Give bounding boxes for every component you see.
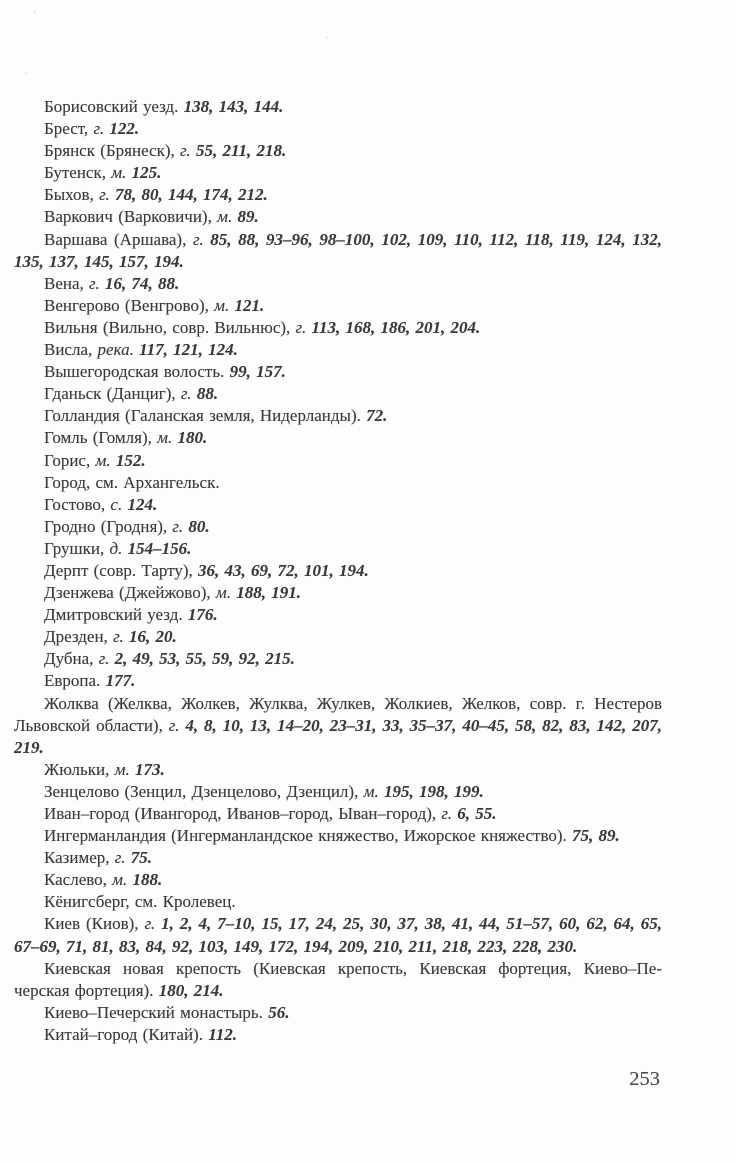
entry-segment-bi: 124. bbox=[127, 494, 158, 514]
entry-segment-r: Варшава (Аршава), bbox=[44, 229, 193, 249]
entry-segment-i: м. bbox=[215, 583, 237, 603]
entry-segment-i: г. bbox=[113, 627, 129, 647]
entry-segment-i: г. bbox=[180, 384, 197, 404]
index-entry bbox=[14, 869, 662, 891]
entry-segment-r: Киево–Печерский монастырь. bbox=[44, 1002, 269, 1022]
entry-segment-bi: 121. bbox=[234, 295, 265, 315]
entry-segment-bi: 16, 20. bbox=[128, 627, 177, 647]
entry-segment-r: Зенцелово (Зенцил, Дзенцелово, Дзенцил), bbox=[44, 781, 364, 801]
entry-segment-bi: 99, 157. bbox=[229, 362, 286, 382]
entry-segment-bi: 177. bbox=[105, 671, 136, 691]
scan-speck bbox=[25, 72, 28, 74]
index-entry bbox=[14, 317, 662, 339]
entry-segment-i: г. bbox=[98, 649, 115, 669]
entry-segment-i: река. bbox=[97, 340, 140, 360]
entry-segment-r: Каслево, bbox=[44, 870, 113, 890]
entry-segment-r: Иван–город (Ивангород, Иванов–город, Ыван–город), bbox=[44, 804, 442, 823]
entry-segment-i: г. bbox=[295, 317, 312, 337]
entry-segment-r: Гданьск (Данциг), bbox=[44, 384, 181, 404]
index-entry bbox=[14, 913, 662, 957]
entry-segment-bi: 180. bbox=[177, 428, 208, 448]
entry-segment-r: Китай–город (Китай). bbox=[44, 1024, 209, 1044]
index-entry bbox=[14, 516, 662, 538]
entry-segment-bi: 125. bbox=[131, 163, 162, 183]
index-entry bbox=[14, 693, 662, 759]
entry-segment-i: г. bbox=[168, 715, 186, 735]
entry-segment-bi: 180, 214. bbox=[158, 980, 224, 1000]
entry-segment-r: Гомль (Гомля), bbox=[44, 428, 158, 448]
entry-segment-i: м. bbox=[157, 428, 178, 448]
entry-segment-r: Ингерманландия (Ингерманландское княжество, Ижорское княжество). bbox=[44, 826, 573, 846]
entry-segment-r: Висла, bbox=[44, 340, 98, 360]
entry-segment-bi: 75, 89. bbox=[572, 826, 620, 846]
entry-segment-r: Вильня (Вильно, совр. Вильнюс), bbox=[44, 317, 296, 337]
page-number: 253 bbox=[629, 1068, 660, 1090]
entry-segment-bi: 138, 143, 144. bbox=[183, 97, 284, 116]
entry-segment-r: Грушки, bbox=[44, 538, 110, 558]
entry-segment-r: Дерпт (совр. Тарту), bbox=[44, 560, 199, 580]
index-entry bbox=[14, 140, 662, 162]
entry-segment-i: м. bbox=[214, 295, 235, 315]
entry-segment-i: м. bbox=[112, 870, 133, 890]
entry-segment-r: Киевская новая крепость (Киевская крепость, Киевская фортеция, Киево–Печерская фортеция). bbox=[14, 958, 662, 1000]
entry-segment-r: Жюльки, bbox=[44, 759, 115, 779]
entry-segment-i: м. bbox=[114, 759, 135, 779]
index-entry bbox=[14, 626, 662, 648]
index-entry bbox=[14, 958, 662, 1002]
entry-segment-bi: 195, 198, 199. bbox=[383, 781, 484, 801]
entry-segment-r: Брянск (Брянеск), bbox=[44, 141, 181, 161]
index-entry bbox=[14, 96, 662, 118]
index-entry bbox=[14, 538, 662, 560]
index-entry bbox=[14, 781, 662, 803]
entry-segment-r: Гродно (Гродня), bbox=[44, 516, 173, 536]
entry-segment-i: г. bbox=[144, 914, 162, 934]
entry-segment-i: г. bbox=[441, 804, 458, 823]
entry-segment-bi: 117, 121, 124. bbox=[139, 340, 238, 360]
index-entry bbox=[14, 206, 662, 228]
index-entry bbox=[14, 361, 662, 383]
entry-segment-bi: 16, 74, 88. bbox=[104, 273, 180, 293]
index-entry bbox=[14, 339, 662, 361]
entry-segment-bi: 113, 168, 186, 201, 204. bbox=[311, 317, 481, 337]
entry-segment-r: Вена, bbox=[44, 273, 90, 293]
entry-segment-i: м. bbox=[111, 163, 132, 183]
entry-segment-bi: 6, 55. bbox=[457, 804, 497, 823]
entry-segment-bi: 2, 49, 53, 55, 59, 92, 215. bbox=[114, 649, 295, 669]
index-entries bbox=[14, 96, 662, 1046]
entry-segment-bi: 36, 43, 69, 72, 101, 194. bbox=[198, 560, 369, 580]
entry-segment-i: м. bbox=[95, 450, 116, 470]
entry-segment-bi: 154–156. bbox=[127, 538, 192, 558]
entry-segment-r: Казимер, bbox=[44, 848, 115, 868]
entry-segment-bi: 176. bbox=[187, 605, 218, 625]
entry-segment-r: Горис, bbox=[44, 450, 96, 470]
index-entry bbox=[14, 670, 662, 692]
entry-segment-i: м. bbox=[217, 207, 238, 227]
entry-segment-bi: 188, 191. bbox=[236, 583, 301, 603]
entry-segment-r: Киев (Киов), bbox=[44, 914, 145, 934]
entry-segment-r: Дмитровский уезд. bbox=[44, 605, 188, 625]
entry-segment-r: Дубна, bbox=[44, 649, 99, 669]
entry-segment-r: Венгерово (Венгрово), bbox=[44, 295, 215, 315]
index-entry bbox=[14, 273, 662, 295]
index-entry bbox=[14, 229, 662, 273]
scan-speck bbox=[326, 36, 328, 39]
entry-segment-r: Гостово, bbox=[44, 494, 111, 514]
entry-segment-bi: 56. bbox=[268, 1002, 290, 1022]
entry-segment-bi: 112. bbox=[208, 1024, 238, 1044]
entry-segment-i: г. bbox=[172, 516, 189, 536]
index-entry bbox=[14, 427, 662, 449]
entry-segment-bi: 75. bbox=[130, 848, 152, 868]
index-entry bbox=[14, 162, 662, 184]
index-entry bbox=[14, 803, 662, 825]
entry-segment-r: Кёнигсберг, см. Кролевец. bbox=[44, 892, 236, 912]
entry-segment-r: Европа. bbox=[44, 671, 106, 691]
index-entry bbox=[14, 560, 662, 582]
index-entry bbox=[14, 1024, 662, 1046]
index-entry bbox=[14, 450, 662, 472]
entry-segment-r: Варкович (Варковичи), bbox=[44, 207, 218, 227]
index-entry bbox=[14, 582, 662, 604]
entry-segment-r: Вышегородская волость. bbox=[44, 362, 230, 382]
entry-segment-r: Бутенск, bbox=[44, 163, 112, 183]
entry-segment-bi: 88. bbox=[196, 384, 219, 404]
entry-segment-i: г. bbox=[93, 119, 110, 139]
entry-segment-bi: 188. bbox=[132, 870, 163, 890]
entry-segment-bi: 85, 88, 93–96, 98–100, 102, 109, 110, 112, 118, 119, 124, 132, 135, 137, 145, 157, 194. bbox=[14, 229, 663, 271]
entry-segment-r: Брест, bbox=[44, 119, 94, 139]
entry-segment-i: с. bbox=[110, 494, 128, 514]
index-entry bbox=[14, 847, 662, 869]
index-entry bbox=[14, 295, 662, 317]
entry-segment-r: Борисовский уезд. bbox=[44, 97, 184, 116]
entry-segment-bi: 89. bbox=[237, 207, 259, 227]
entry-segment-i: г. bbox=[89, 273, 105, 293]
index-entry bbox=[14, 472, 662, 494]
entry-segment-i: д. bbox=[109, 538, 128, 558]
entry-segment-bi: 122. bbox=[109, 119, 140, 139]
entry-segment-bi: 173. bbox=[134, 759, 165, 779]
entry-segment-i: г. bbox=[99, 185, 115, 205]
index-entry bbox=[14, 648, 662, 670]
entry-segment-r: Город, см. Архангельск. bbox=[44, 472, 220, 492]
index-entry bbox=[14, 604, 662, 626]
entry-segment-bi: 4, 8, 10, 13, 14–20, 23–31, 33, 35–37, 40–45, 58, 82, 83, 142, 207, 219. bbox=[14, 715, 662, 757]
index-entry bbox=[14, 494, 662, 516]
index-entry bbox=[14, 1002, 662, 1024]
index-entry bbox=[14, 825, 662, 847]
entry-segment-bi: 78, 80, 144, 174, 212. bbox=[115, 185, 268, 205]
entry-segment-i: г. bbox=[114, 848, 131, 868]
index-entry bbox=[14, 759, 662, 781]
entry-segment-bi: 1, 2, 4, 7–10, 15, 17, 24, 25, 30, 37, 38, 41, 44, 51–57, 60, 62, 64, 65, 67–69, 71, 81, 83, 84, 92, 103, 149, 172, 194, 209, 210, 211, 218, 223, 228, 230. bbox=[14, 914, 662, 956]
entry-segment-i: м. bbox=[363, 781, 384, 801]
entry-segment-i: г. bbox=[192, 229, 211, 249]
index-entry bbox=[14, 118, 662, 140]
entry-segment-r: Жолква (Желква, Жолкев, Жулква, Жулкев, Жолкиев, Желков, совр. г. Нестеров Львовской области), bbox=[14, 693, 662, 735]
index-entry bbox=[14, 383, 662, 405]
entry-segment-r: Голландия (Галанская земля, Нидерланды). bbox=[44, 406, 367, 426]
index-entry bbox=[14, 891, 662, 913]
entry-segment-bi: 80. bbox=[188, 516, 210, 536]
entry-segment-bi: 152. bbox=[115, 450, 146, 470]
entry-segment-bi: 55, 211, 218. bbox=[195, 141, 287, 161]
index-entry bbox=[14, 405, 662, 427]
entry-segment-r: Дзенжева (Джейжово), bbox=[44, 583, 216, 603]
entry-segment-r: Быхов, bbox=[44, 185, 100, 205]
index-entry bbox=[14, 184, 662, 206]
entry-segment-r: Дрезден, bbox=[44, 627, 114, 647]
scan-speck bbox=[33, 10, 36, 13]
entry-segment-i: г. bbox=[180, 141, 196, 161]
entry-segment-bi: 72. bbox=[366, 406, 388, 426]
